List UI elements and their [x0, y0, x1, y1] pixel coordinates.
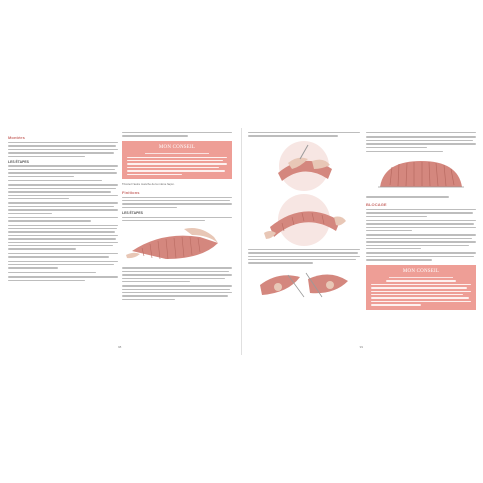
left-page-column-1: [8, 132, 118, 347]
body-text-block: [366, 132, 476, 133]
tip-box: [366, 265, 476, 310]
body-text-block: [366, 151, 476, 152]
section-heading-blocage: BLOCAGE: [366, 201, 387, 207]
body-text-block: [366, 196, 476, 197]
body-text-block: [366, 209, 476, 217]
right-page-column-1: [248, 132, 360, 347]
tip-box-text: [371, 280, 471, 305]
sleeve-illustration-icon: [122, 221, 232, 267]
right-page: [242, 128, 483, 355]
tip-box: [122, 141, 232, 179]
body-text-block: [8, 276, 118, 281]
page-number-left: 98: [118, 345, 122, 349]
page-number-right: 99: [359, 345, 363, 349]
sleeve-illustration-icon: [366, 155, 476, 193]
body-text-block: [8, 225, 118, 250]
body-text-block: [8, 184, 118, 199]
left-page: [0, 128, 241, 355]
body-text-block: [122, 132, 232, 137]
section-heading-montees: Montées: [8, 135, 25, 140]
right-page-column-2: [366, 132, 476, 347]
subheading-les-etapes: LES ÉTAPES: [122, 211, 143, 216]
body-text-block: [248, 249, 360, 264]
body-text-block: [122, 285, 232, 300]
caption-text: Tricotez l'autre manche de la même façon.: [122, 181, 175, 186]
body-text-block: [8, 272, 118, 273]
knitting-illustration-icon: [248, 267, 360, 301]
tip-box-title: MON CONSEIL: [158, 144, 196, 150]
body-text-block: [122, 267, 232, 282]
tip-box-title: MON CONSEIL: [402, 268, 440, 274]
body-text-block: [366, 234, 476, 249]
body-text-block: [8, 202, 118, 214]
body-text-block: [8, 165, 118, 177]
body-text-block: [248, 132, 360, 137]
body-text-block: [366, 220, 476, 232]
body-text-block: [366, 252, 476, 260]
body-text-block: [122, 197, 232, 209]
tip-box-text: [127, 157, 227, 175]
subheading-les-etapes: LES ÉTAPES: [8, 159, 29, 164]
body-text-block: [366, 136, 476, 148]
body-text-block: [8, 180, 118, 181]
sleeve-illustration-icon: [248, 193, 360, 247]
left-page-column-2: [122, 132, 232, 347]
body-text-block: [8, 253, 118, 258]
section-heading-finitions: Finitions: [122, 189, 140, 195]
body-text-block: [8, 261, 118, 269]
body-text-block: [8, 217, 118, 222]
knitting-illustration-icon: [248, 139, 360, 191]
body-text-block: [8, 142, 118, 157]
